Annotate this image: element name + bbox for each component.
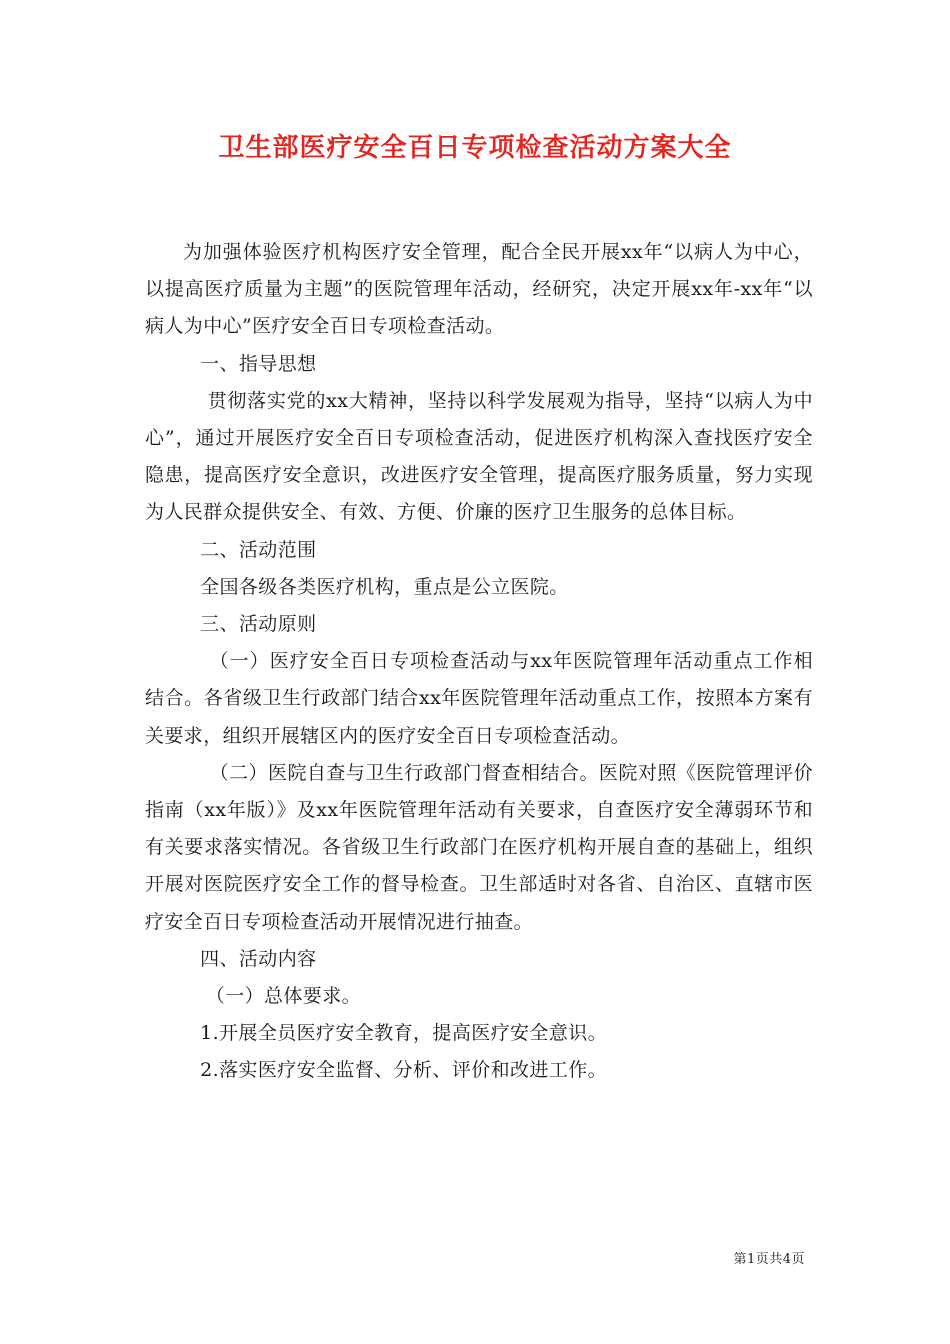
guiding-thought-paragraph: 贯彻落实党的xx大精神，坚持以科学发展观为指导，坚持“以病人为中心”，通过开展医疗安全百日专项检查活动，促进医疗机构深入查找医疗安全隐患，提高医疗安全意识，改进医疗安全管理，提高医疗服务质量，努力实现为人民群众提供安全、有效、方便、价廉的医疗卫生服务的总体目标。: [145, 389, 813, 524]
list-item: 1.开展全员医疗安全教育，提高医疗安全意识。: [200, 1022, 608, 1045]
section-heading-principles: 三、活动原则: [200, 613, 317, 636]
scope-paragraph: 全国各级各类医疗机构，重点是公立医院。: [200, 575, 569, 598]
principle-one-paragraph: （一）医疗安全百日专项检查活动与xx年医院管理年活动重点工作相结合。各省级卫生行政部门结合xx年医院管理年活动重点工作，按照本方案有关要求，组织开展辖区内的医疗安全百日专项检查活动。: [145, 650, 813, 747]
section-heading-scope: 二、活动范围: [200, 538, 317, 561]
list-item: 2.落实医疗安全监督、分析、评价和改进工作。: [200, 1059, 608, 1082]
document-title: 卫生部医疗安全百日专项检查活动方案大全: [218, 133, 732, 163]
principle-two-paragraph: （二）医院自查与卫生行政部门督查相结合。医院对照《医院管理评价指南（xx年版）》及xx年医院管理年活动有关要求，自查医疗安全薄弱环节和有关要求落实情况。各省级卫生行政部门在医疗机构开展自查的基础上，组织开展对医院医疗安全工作的督导检查。卫生部适时对各省、自治区、直辖市医疗安全百日专项检查活动开展情况进行抽查。: [145, 761, 813, 933]
section-heading-guiding-thought: 一、指导思想: [200, 352, 317, 375]
page-number: 第1页共4页: [733, 1252, 805, 1267]
document-body: [145, 234, 813, 1090]
subsection-heading-general: （一）总体要求。: [205, 985, 361, 1008]
section-heading-content: 四、活动内容: [200, 947, 317, 970]
intro-paragraph: 为加强体验医疗机构医疗安全管理，配合全民开展xx年“以病人为中心，以提高医疗质量为主题”的医院管理年活动，经研究，决定开展xx年-xx年“以病人为中心”医疗安全百日专项检查活动。: [145, 241, 813, 338]
